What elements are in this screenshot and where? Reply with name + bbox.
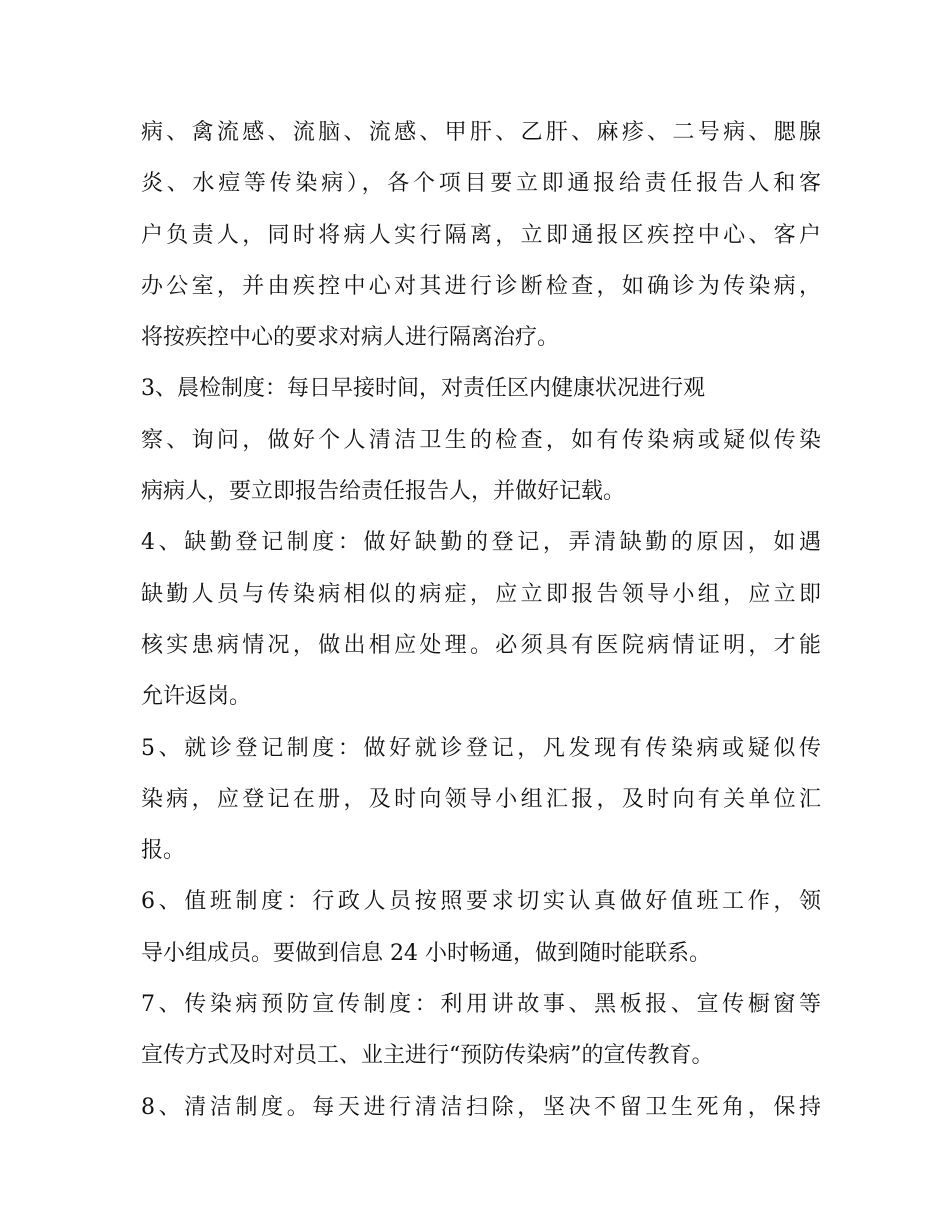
text-line: 将按疾控中心的要求对病人进行隔离治疗。 bbox=[141, 325, 560, 351]
text-line: 报。 bbox=[141, 838, 186, 864]
paragraph-7-start: 7、传染病预防宣传制度：利用讲故事、黑板报、宣传橱窗等 bbox=[141, 992, 821, 1018]
paragraph-6-start: 6、值班制度：行政人员按照要求切实认真做好值班工作，领 bbox=[141, 889, 821, 915]
text-line: 病、禽流感、流脑、流感、甲肝、乙肝、麻疹、二号病、腮腺 bbox=[141, 120, 821, 145]
text-line: 病病人，要立即报告给责任报告人，并做好记载。 bbox=[141, 479, 626, 505]
paragraph-4-start: 4、缺勤登记制度：做好缺勤的登记，弄清缺勤的原因，如遇 bbox=[141, 530, 821, 556]
text-line: 炎、水痘等传染病），各个项目要立即通报给责任报告人和客 bbox=[141, 171, 821, 197]
paragraph-5-start: 5、就诊登记制度：做好就诊登记，凡发现有传染病或疑似传 bbox=[141, 735, 821, 761]
document-body bbox=[141, 107, 821, 1133]
text-line: 核实患病情况，做出相应处理。必须具有医院病情证明，才能 bbox=[141, 632, 821, 658]
paragraph-8-start: 8、清洁制度。每天进行清洁扫除，坚决不留卫生死角，保持 bbox=[141, 1094, 821, 1120]
text-line: 办公室，并由疾控中心对其进行诊断检查，如确诊为传染病， bbox=[141, 273, 821, 299]
text-line: 导小组成员。要做到信息 24 小时畅通，做到随时能联系。 bbox=[141, 940, 711, 966]
paragraph-3-start: 3、晨检制度：每日早接时间，对责任区内健康状况进行观 bbox=[141, 376, 705, 402]
text-line: 宣传方式及时对员工、业主进行“预防传染病”的宣传教育。 bbox=[141, 1043, 714, 1069]
text-line: 察、询问，做好个人清洁卫生的检查，如有传染病或疑似传染 bbox=[141, 427, 821, 453]
text-line: 允许返岗。 bbox=[141, 684, 252, 710]
text-line: 缺勤人员与传染病相似的病症，应立即报告领导小组，应立即 bbox=[141, 581, 821, 607]
text-line: 染病，应登记在册，及时向领导小组汇报，及时向有关单位汇 bbox=[141, 786, 821, 812]
text-line: 户负责人，同时将病人实行隔离，立即通报区疾控中心、客户 bbox=[141, 222, 821, 248]
